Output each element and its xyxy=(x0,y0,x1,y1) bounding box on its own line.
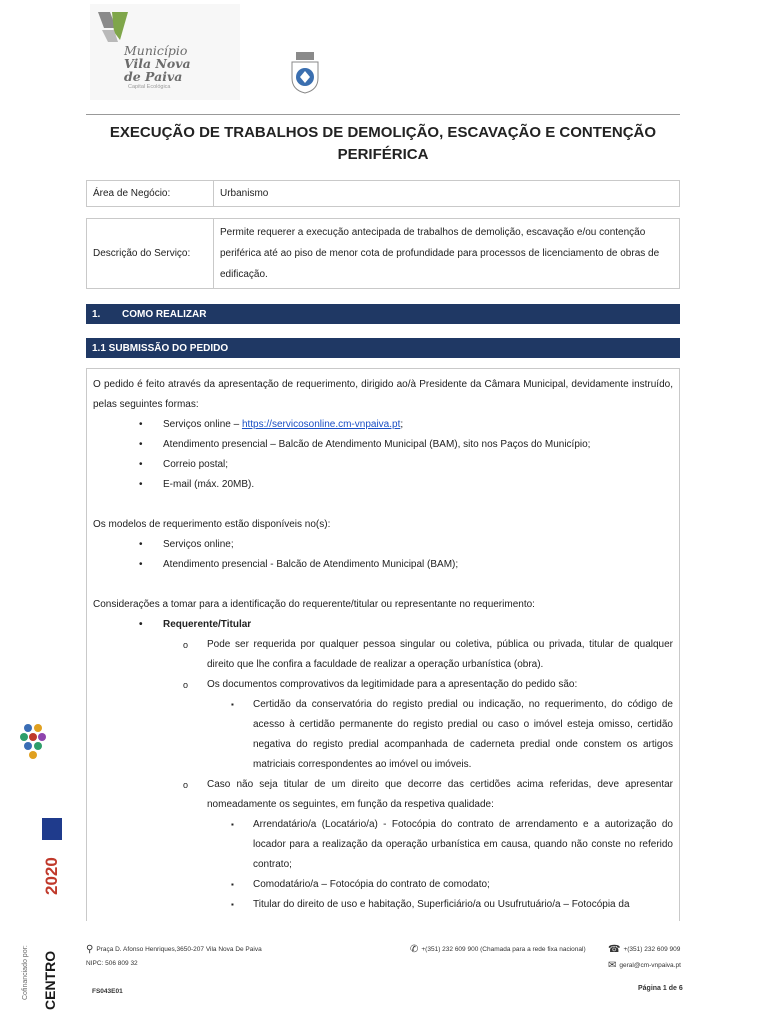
list-item: • Correio postal; xyxy=(93,455,673,475)
fax-text: +(351) 232 609 909 xyxy=(623,946,681,954)
list-item: o Os documentos comprovativos da legitimidade para a apresentação do pedido são: xyxy=(93,675,673,695)
services-online-link[interactable]: https://servicosonline.cm-vnpaiva.pt xyxy=(241,419,401,430)
service-description-value: Permite requerer a execução antecipada de trabalhos de demolição, escavação e/ou contenção periférica até ao piso de menor cota de profundidade para processos de licenciamento de obras de edificação. xyxy=(214,219,680,289)
email-icon: ✉ xyxy=(608,960,617,971)
logo-mark-icon xyxy=(96,10,130,44)
phone-icon: ✆ xyxy=(410,944,419,955)
header-divider xyxy=(86,114,680,115)
service-description-table xyxy=(86,218,680,289)
requester-list xyxy=(93,615,673,915)
footer-nipc: NIPC: 506 809 32 xyxy=(86,960,138,967)
online-prefix: Serviços online – xyxy=(163,419,242,430)
section-submission: 1.1 SUBMISSÃO DO PEDIDO xyxy=(86,338,680,358)
requester-title: • Requerente/Titular xyxy=(93,615,673,635)
footer-phone xyxy=(410,944,586,955)
submission-forms-list xyxy=(93,415,673,495)
list-item: ▪ Certidão da conservatória do registo predial ou indicação, no requerimento, do código de acesso à certidão permanente do registo predial ou caso o imóvel esteja omisso, certidão negativa do registo predial acompanhada de caderneta predial onde constem os artigos matriciais correspondentes ao imóvel ou imóveis. xyxy=(93,695,673,775)
email-text: geral@cm-vnpaiva.pt xyxy=(619,962,681,970)
logo-tagline: Capital Ecológica xyxy=(128,84,171,90)
logo-text xyxy=(124,44,191,83)
models-list xyxy=(93,535,673,575)
business-area-value: Urbanismo xyxy=(214,181,680,207)
logo-line-2: Vila Nova xyxy=(124,56,191,71)
list-item: o Caso não seja titular de um direito que decorre das certidões acima referidas, deve apresentar nomeadamente os seguintes, em função da respetiva qualidade: xyxy=(93,775,673,815)
business-area-table xyxy=(86,180,680,207)
section-label: COMO REALIZAR xyxy=(122,309,207,320)
footer-fax xyxy=(608,944,680,955)
section-number: 1. xyxy=(92,309,101,320)
viseu-dao-lafoes-logo-icon xyxy=(20,720,50,770)
title-line-2: PERIFÉRICA xyxy=(337,146,429,163)
online-suffix: ; xyxy=(400,419,404,430)
centro-2020-logo: CENTRO xyxy=(42,950,58,1010)
list-item: o Pode ser requerida por qualquer pessoa singular ou coletiva, pública ou privada, titular de qualquer direito que lhe confira a faculdade de realizar a operação urbanística (obra). xyxy=(93,635,673,675)
municipality-logo xyxy=(90,4,240,100)
list-item: • Serviços online; xyxy=(93,535,673,555)
location-pin-icon: ⚲ xyxy=(86,944,94,955)
footer-address xyxy=(86,944,262,955)
section-how-to xyxy=(86,304,680,324)
list-item: • Atendimento presencial - Balcão de Atendimento Municipal (BAM); xyxy=(93,555,673,575)
models-paragraph: Os modelos de requerimento estão disponíveis no(s): xyxy=(93,519,331,530)
form-code: FS043E01 xyxy=(92,988,123,995)
title-line-1: EXECUÇÃO DE TRABALHOS DE DEMOLIÇÃO, ESCAVAÇÃO E CONTENÇÃO xyxy=(109,124,657,141)
list-item: ▪ Arrendatário/a (Locatário/a) - Fotocópia do contrato de arrendamento e a autorização do locador para a realização da operação urbanística em causa, quando não conste no referido contrato; xyxy=(93,815,673,875)
portugal-2020-logo: 2020 xyxy=(42,857,61,895)
submission-content xyxy=(86,368,680,921)
logo-line-1: Município xyxy=(124,43,188,58)
coat-of-arms-icon xyxy=(288,52,322,94)
phone-text: +(351) 232 609 900 (Chamada para a rede fixa nacional) xyxy=(421,946,586,954)
cofinanced-label: Cofinanciado por: xyxy=(22,945,29,1000)
business-area-label: Área de Negócio: xyxy=(87,181,214,207)
logo-line-3: de Paiva xyxy=(124,69,183,84)
list-item: • Atendimento presencial – Balcão de Atendimento Municipal (BAM), sito nos Paços do Município; xyxy=(93,435,673,455)
service-description-label: Descrição do Serviço: xyxy=(87,219,214,289)
document-title xyxy=(86,122,680,166)
fax-icon: ☎ xyxy=(608,944,621,955)
considerations-paragraph: Considerações a tomar para a identificação do requerente/titular ou representante no requerimento: xyxy=(93,599,535,610)
footer-email xyxy=(608,960,681,971)
intro-paragraph: O pedido é feito através da apresentação de requerimento, dirigido ao/à Presidente da Câmara Municipal, devidamente instruído, pelas seguintes formas: xyxy=(93,379,673,410)
list-item: ▪ Titular do direito de uso e habitação, Superficiário/a ou Usufrutuário/a – Fotocópia da xyxy=(93,895,673,915)
page-number: Página 1 de 6 xyxy=(638,985,683,992)
eu-flag-icon xyxy=(42,818,62,840)
address-text: Praça D. Afonso Henriques,3650-207 Vila Nova De Paiva xyxy=(96,946,262,954)
list-item: ▪ Comodatário/a – Fotocópia do contrato de comodato; xyxy=(93,875,673,895)
list-item xyxy=(93,415,673,435)
list-item: • E-mail (máx. 20MB). xyxy=(93,475,673,495)
